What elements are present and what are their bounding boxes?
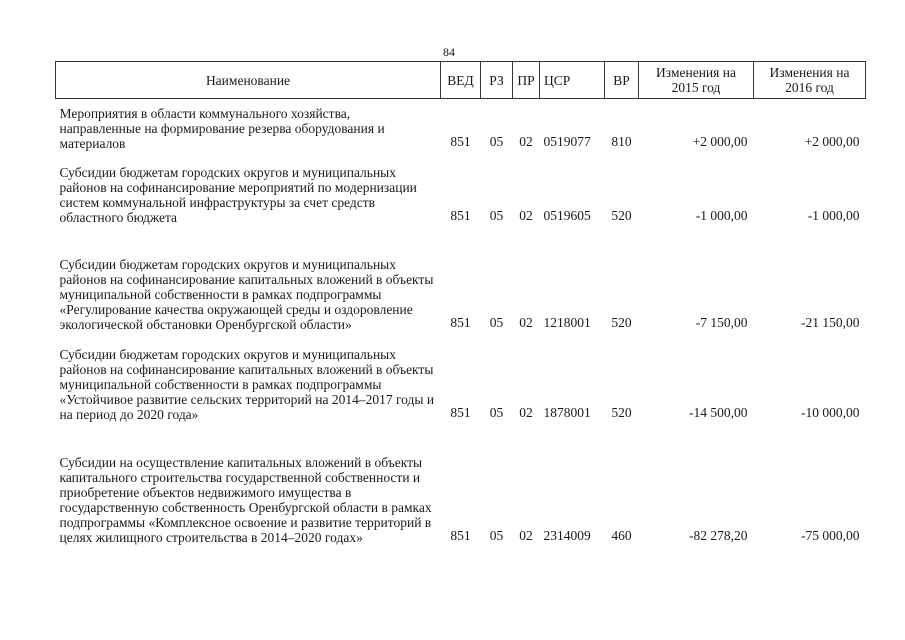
header-csr: ЦСР	[540, 62, 605, 99]
row-vr: 810	[611, 134, 632, 149]
row-csr: 2314009	[543, 528, 591, 543]
table-row	[56, 225, 866, 332]
header-change-2015: Изменения на 2015 год	[639, 62, 754, 99]
row-vr: 460	[611, 528, 632, 543]
header-change-2016: Изменения на 2016 год	[754, 62, 866, 99]
row-change-2015: -82 278,20	[689, 528, 748, 543]
row-pr: 02	[519, 528, 533, 543]
row-csr: 1878001	[543, 405, 591, 420]
row-change-2015: -1 000,00	[695, 208, 748, 223]
row-pr: 02	[519, 315, 533, 330]
row-change-2016: -21 150,00	[801, 315, 860, 330]
row-ved: 851	[450, 405, 471, 420]
row-csr: 0519077	[543, 134, 591, 149]
row-rz: 05	[489, 315, 504, 330]
row-rz: 05	[489, 528, 504, 543]
table-row	[56, 422, 866, 545]
row-vr: 520	[611, 405, 632, 420]
row-change-2015: -7 150,00	[695, 315, 748, 330]
row-change-2016: -10 000,00	[801, 405, 860, 420]
header-rz: РЗ	[481, 62, 513, 99]
row-change-2016: -75 000,00	[801, 528, 860, 543]
row-name: Субсидии бюджетам городских округов и муниципальных районов на софинансирование капитальных вложений в объекты муниципальной собственности в рамках подпрограммы «Регулирование качества окружающей среды и оздоровление экологической обстановки Оренбургской области»	[59, 257, 434, 332]
row-change-2015: +2 000,00	[692, 134, 748, 149]
row-name: Субсидии бюджетам городских округов и муниципальных районов на софинансирование капитальных вложений в объекты муниципальной собственности в рамках подпрограммы «Устойчивое развитие сельских территорий на 2014–2017 годы и на период до 2020 года»	[59, 347, 435, 422]
header-pr: ПР	[513, 62, 540, 99]
table-header-row	[56, 62, 866, 99]
row-change-2016: -1 000,00	[807, 208, 860, 223]
page-number: 84	[443, 45, 455, 59]
row-pr: 02	[519, 405, 533, 420]
row-pr: 02	[519, 208, 533, 223]
table-row	[56, 332, 866, 422]
row-name: Субсидии на осуществление капитальных вложений в объекты капитального строительства государственной собственности и приобретение объектов недвижимого имущества в государственную собственность Оренбургской области в рамках подпрограммы «Комплексное освоение и развитие территорий в целях жилищного строительства в 2014–2020 годах»	[59, 455, 432, 545]
table-row	[56, 151, 866, 225]
row-rz: 05	[489, 208, 504, 223]
row-change-2016: +2 000,00	[804, 134, 860, 149]
row-name: Мероприятия в области коммунального хозяйства, направленные на формирование резерва оборудования и материалов	[59, 106, 385, 151]
row-vr: 520	[611, 315, 632, 330]
row-name: Субсидии бюджетам городских округов и муниципальных районов на софинансирование мероприятий по модернизации систем коммунальной инфраструктуры за счет средств областного бюджета	[59, 165, 417, 225]
row-ved: 851	[450, 528, 471, 543]
row-change-2015: -14 500,00	[689, 405, 748, 420]
row-rz: 05	[489, 405, 504, 420]
row-csr: 1218001	[543, 315, 591, 330]
table-row	[56, 99, 866, 152]
row-rz: 05	[489, 134, 504, 149]
row-ved: 851	[450, 208, 471, 223]
row-csr: 0519605	[543, 208, 591, 223]
row-ved: 851	[450, 134, 471, 149]
header-name: Наименование	[56, 62, 441, 99]
row-vr: 520	[611, 208, 632, 223]
header-ved: ВЕД	[441, 62, 481, 99]
budget-changes-table	[55, 61, 866, 545]
row-ved: 851	[450, 315, 471, 330]
header-vr: ВР	[605, 62, 639, 99]
row-pr: 02	[519, 134, 533, 149]
